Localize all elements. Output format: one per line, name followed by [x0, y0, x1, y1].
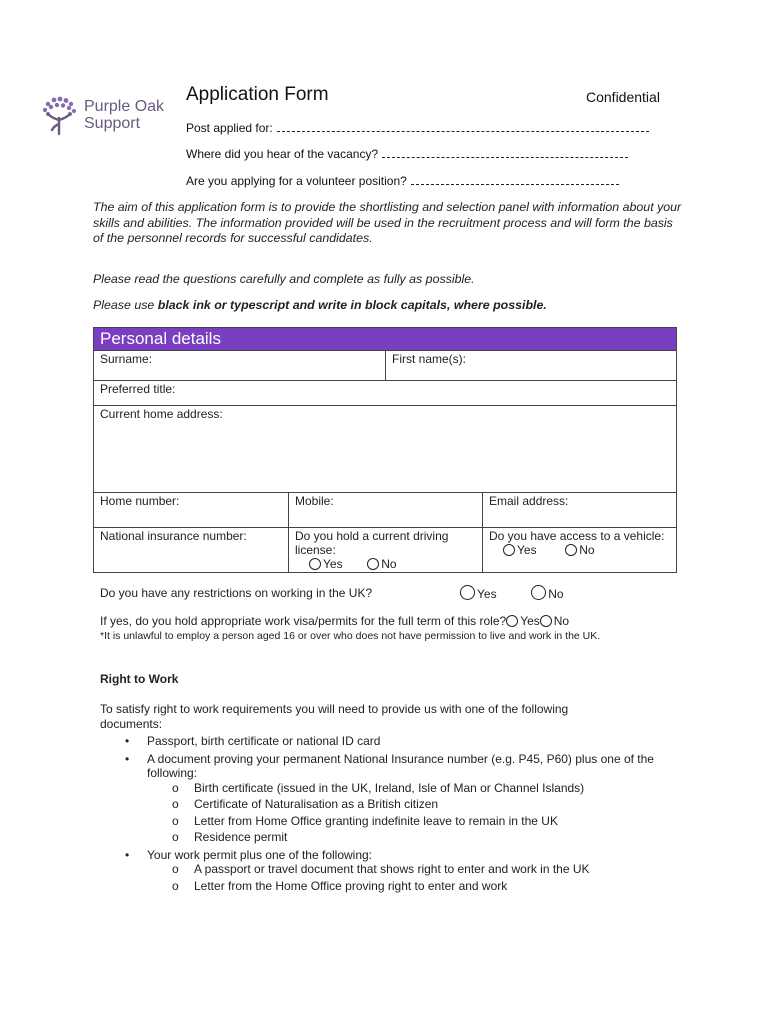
mobile-field[interactable] [288, 493, 482, 527]
circle-bullet-icon: o [172, 797, 179, 811]
permit-question-row [100, 614, 569, 628]
circle-bullet-icon: o [172, 862, 179, 876]
intro-paragraph: The aim of this application form is to provide the shortlisting and selection panel with information about your skills and abilities. The information provided will be used in the recruitment process and will form the basis of the personnel records for successful candidates. [93, 200, 682, 245]
radio-button-icon[interactable] [565, 544, 577, 556]
instruction-paragraph: Please read the questions carefully and complete as fully as possible. [93, 272, 475, 286]
driving-no-label: No [381, 557, 397, 571]
restrictions-options [460, 585, 564, 601]
first-names-label: First name(s): [392, 352, 467, 366]
document-item-3: Your work permit plus one of the following: [147, 847, 373, 862]
surname-label: Surname: [100, 352, 153, 366]
vehicle-access-question: Do you have access to a vehicle: [489, 529, 665, 543]
confidential-label: Confidential [586, 89, 660, 105]
personal-details-heading: Personal details [94, 328, 676, 350]
bullet-icon: • [125, 847, 130, 862]
list-item [172, 878, 654, 894]
list-item [172, 780, 667, 796]
post-applied-line[interactable] [277, 121, 649, 132]
address-label: Current home address: [100, 407, 223, 421]
table-row [94, 492, 676, 527]
oak-tree-icon [40, 96, 78, 136]
right-to-work-heading: Right to Work [100, 672, 179, 686]
post-applied-label: Post applied for: [186, 121, 273, 135]
permit-yes-label: Yes [520, 614, 540, 628]
list-item [172, 813, 667, 829]
sub-item: A passport or travel document that shows right to enter and work in the UK [194, 862, 590, 876]
ni-number-label: National insurance number: [100, 529, 247, 543]
logo-line-1: Purple Oak [84, 98, 165, 115]
vacancy-source-field[interactable] [186, 147, 628, 161]
vehicle-yes-label: Yes [517, 543, 537, 557]
restrictions-question: Do you have any restrictions on working in the UK? [100, 586, 373, 600]
form-title: Application Form [186, 84, 329, 105]
driving-license-question: Do you hold a current driving license: [295, 529, 449, 557]
vehicle-access-cell [482, 528, 676, 572]
list-item [172, 830, 667, 845]
document-item-2: A document proving your permanent National Insurance number (e.g. P45, P60) plus one of the following: [147, 751, 654, 780]
company-logo [40, 96, 180, 136]
table-row [94, 405, 676, 492]
email-label: Email address: [489, 494, 569, 508]
list-item [125, 751, 667, 845]
post-applied-field[interactable] [186, 121, 649, 135]
vacancy-source-line[interactable] [382, 147, 628, 158]
circle-bullet-icon: o [172, 830, 179, 844]
driving-license-cell [288, 528, 482, 572]
right-to-work-intro: To satisfy right to work requirements you will need to provide us with one of the following documents: [100, 702, 569, 731]
volunteer-label: Are you applying for a volunteer position? [186, 174, 407, 188]
table-row [94, 527, 676, 572]
restrictions-yes-label: Yes [477, 587, 497, 601]
ink-instruction-bold: black ink or typescript and write in block capitals, where possible. [157, 298, 547, 312]
mobile-label: Mobile: [295, 494, 334, 508]
list-item [125, 734, 667, 749]
list-item [172, 797, 667, 812]
circle-bullet-icon: o [172, 813, 179, 828]
email-field[interactable] [482, 493, 676, 527]
permit-no-label: No [553, 614, 570, 628]
table-row [94, 380, 676, 405]
home-number-field[interactable] [94, 493, 288, 527]
ink-instruction [93, 298, 683, 314]
radio-button-icon[interactable] [309, 558, 321, 570]
radio-button-icon[interactable] [540, 615, 552, 627]
document-list [125, 734, 667, 893]
restrictions-no-label: No [548, 587, 564, 601]
table-row [94, 350, 676, 380]
logo-line-2: Support [84, 115, 141, 132]
surname-field[interactable] [94, 351, 385, 380]
first-names-field[interactable] [385, 351, 676, 380]
sub-item: Certificate of Naturalisation as a British citizen [194, 797, 439, 811]
radio-button-icon[interactable] [367, 558, 379, 570]
vacancy-source-label: Where did you hear of the vacancy? [186, 147, 379, 161]
sub-item: Residence permit [194, 830, 288, 844]
volunteer-field[interactable] [186, 174, 619, 188]
list-item [172, 862, 654, 877]
circle-bullet-icon: o [172, 878, 179, 893]
circle-bullet-icon: o [172, 780, 179, 795]
volunteer-line[interactable] [411, 174, 619, 185]
radio-button-icon[interactable] [460, 585, 475, 600]
legal-note: *It is unlawful to employ a person aged 16 or over who does not have permission to live and work in the UK. [100, 630, 601, 642]
document-item-1: Passport, birth certificate or national ID card [147, 734, 381, 748]
bullet-icon: • [125, 734, 130, 748]
permit-question: If yes, do you hold appropriate work visa/permits for the full term of this role? [100, 614, 507, 628]
personal-details-table [93, 327, 677, 573]
ni-number-field[interactable] [94, 528, 288, 572]
bullet-icon: • [125, 751, 130, 766]
list-item [125, 847, 667, 894]
address-field[interactable] [94, 406, 676, 492]
preferred-title-label: Preferred title: [100, 382, 176, 396]
preferred-title-field[interactable] [94, 381, 676, 405]
sub-item: Letter from Home Office granting indefinite leave to remain in the UK [194, 813, 558, 828]
radio-button-icon[interactable] [531, 585, 546, 600]
radio-button-icon[interactable] [503, 544, 515, 556]
radio-button-icon[interactable] [506, 615, 518, 627]
ink-instruction-prefix: Please use [93, 298, 158, 312]
sub-item: Birth certificate (issued in the UK, Ireland, Isle of Man or Channel Islands) [194, 780, 585, 795]
vehicle-no-label: No [579, 543, 595, 557]
driving-yes-label: Yes [323, 557, 343, 571]
home-number-label: Home number: [100, 494, 180, 508]
sub-item: Letter from the Home Office proving right to enter and work [194, 878, 508, 893]
